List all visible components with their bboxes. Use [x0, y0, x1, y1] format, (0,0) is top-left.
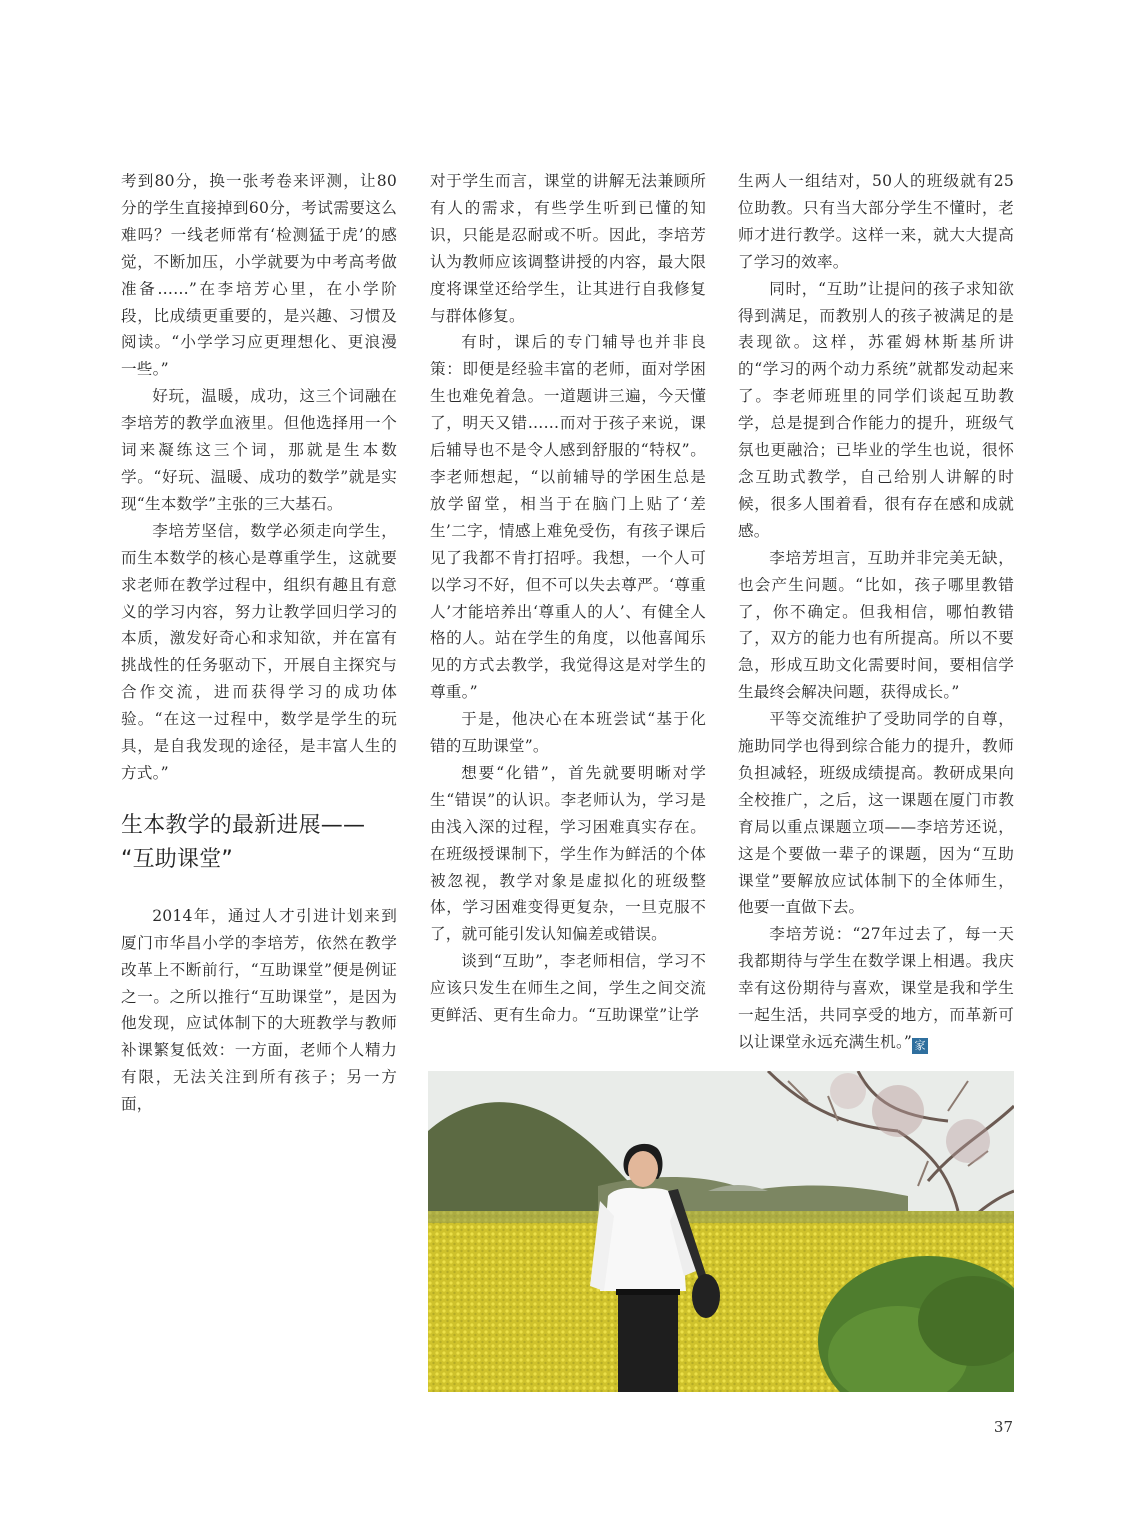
- paragraph: 李培芳坚信，数学必须走向学生，而生本数学的核心是尊重学生，这就要求老师在教学过程中，组织有趣且有意义的学习内容，努力让教学回归学习的本质，激发好奇心和求知欲，并在富有挑战性的任务驱动下，开展自主探究与合作交流，进而获得学习的成功体验。“在这一过程中，数学是学生的玩具，是自我发现的途径，是丰富人生的方式。”: [121, 521, 397, 782]
- paragraph: 平等交流维护了受助同学的自尊，施助同学也得到综合能力的提升，教师负担减轻，班级成绩提高。教研成果向全校推广，之后，这一课题在厦门市教育局以重点课题立项——李培芳还说，这是个要做一辈子的课题，因为“互助课堂”要解放应试体制下的全体师生，他要一直做下去。: [738, 710, 1014, 917]
- paragraph: 于是，他决心在本班尝试“基于化错的互助课堂”。: [430, 710, 706, 756]
- end-mark-icon: 家: [912, 1038, 928, 1054]
- paragraph: 谈到“互助”，李老师相信，学习不应该只发生在师生之间，学生之间交流更鲜活、更有生命力。“互助课堂”让学: [430, 952, 706, 1025]
- teacher-photo-illustration: [428, 1071, 1014, 1392]
- paragraph: [738, 921, 1014, 1056]
- paragraph-text: 李培芳说：“27年过去了，每一天我都期待与学生在数学课上相遇。我庆幸有这份期待与喜欢，课堂是我和学生一起生活，共同享受的地方，而革新可以让课堂永远充满生机。”: [738, 925, 1014, 1051]
- paragraph: 对于学生而言，课堂的讲解无法兼顾所有人的需求，有些学生听到已懂的知识，只能是忍耐或不听。因此，李培芳认为教师应该调整讲授的内容，最大限度将课堂还给学生，让其进行自我修复与群体修复。: [430, 172, 706, 325]
- article-column-2: [430, 168, 706, 1029]
- paragraph: 2014年，通过人才引进计划来到厦门市华昌小学的李培芳，依然在教学改革上不断前行，“互助课堂”便是例证之一。之所以推行“互助课堂”，是因为他发现，应试体制下的大班教学与教师补课繁复低效：一方面，老师个人精力有限，无法关注到所有孩子；另一方面，: [121, 906, 397, 1114]
- paragraph: 有时，课后的专门辅导也并非良策：即便是经验丰富的老师，面对学困生也难免着急。一道题讲三遍，今天懂了，明天又错……而对于孩子来说，课后辅导也不是令人感到舒服的“特权”。李老师想起，“以前辅导的学困生总是放学留堂，相当于在脑门上贴了‘差生’二字，情感上难免受伤，有孩子课后见了我都不肯打招呼。我想，一个人可以学习不好，但不可以失去尊严。‘尊重人’才能培养出‘尊重人的人’、有健全人格的人。站在学生的角度，以他喜闻乐见的方式去教学，我觉得这是对学生的尊重。”: [430, 333, 706, 702]
- paragraph: 生两人一组结对，50人的班级就有25位助教。只有当大部分学生不懂时，老师才进行教学。这样一来，就大大提高了学习的效率。: [738, 172, 1014, 271]
- article-column-1: [121, 168, 397, 1118]
- section-heading: [121, 809, 397, 877]
- paragraph: 想要“化错”，首先就要明晰对学生“错误”的认识。李老师认为，学习是由浅入深的过程，学习困难真实存在。在班级授课制下，学生作为鲜活的个体被忽视，教学对象是虚拟化的班级整体，学习困难变得更复杂，一旦克服不了，就可能引发认知偏差或错误。: [430, 763, 706, 944]
- section-heading-line-2: “互助课堂”: [121, 846, 233, 872]
- paragraph: 好玩，温暖，成功，这三个词融在李培芳的教学血液里。但他选择用一个词来凝练这三个词，那就是生本数学。“好玩、温暖、成功的数学”就是实现“生本数学”主张的三大基石。: [121, 387, 397, 513]
- section-heading-line-1: 生本教学的最新进展——: [121, 812, 366, 838]
- paragraph: 考到80分，换一张考卷来评测，让80分的学生直接掉到60分，考试需要这么难吗？一线老师常有‘检测猛于虎’的感觉，不断加压，小学就要为中考高考做准备……”在李培芳心里，在小学阶段，比成绩更重要的，是兴趣、习惯及阅读。“小学学习应更理想化、更浪漫一些。”: [121, 172, 397, 379]
- page-number: 37: [993, 1418, 1013, 1436]
- paragraph: 同时，“互助”让提问的孩子求知欲得到满足，而教别人的孩子被满足的是表现欲。这样，苏霍姆林斯基所讲的“学习的两个动力系统”就都发动起来了。李老师班里的同学们谈起互助教学，总是提到合作能力的提升，班级气氛也更融洽；已毕业的学生也说，很怀念互助式教学，自己给别人讲解的时候，很多人围着看，很有存在感和成就感。: [738, 279, 1014, 540]
- paragraph: 李培芳坦言，互助并非完美无缺，也会产生问题。“比如，孩子哪里教错了，你不确定。但我相信，哪怕教错了，双方的能力也有所提高。所以不要急，形成互助文化需要时间，要相信学生最终会解决问题，获得成长。”: [738, 548, 1014, 702]
- teacher-photo: [428, 1071, 1014, 1392]
- article-column-3: [738, 168, 1014, 1056]
